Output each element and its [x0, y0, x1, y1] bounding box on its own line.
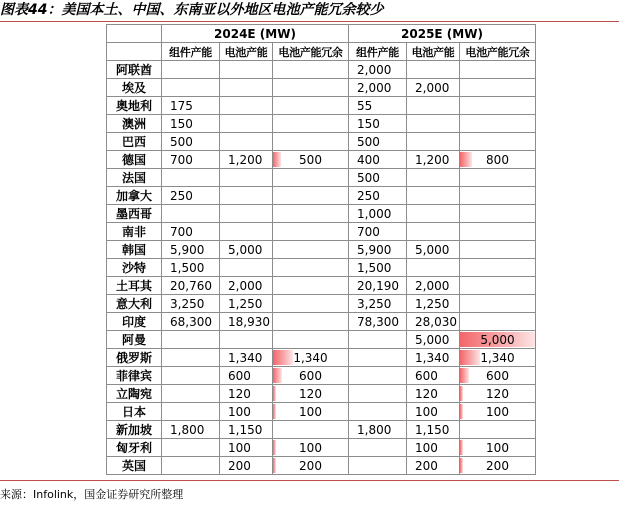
- source-note: 来源：Infolink，国金证券研究所整理: [0, 488, 184, 501]
- battery-capacity-cell: [220, 133, 273, 151]
- module-capacity-cell: [162, 169, 220, 187]
- battery-capacity-cell: [407, 133, 460, 151]
- table-row: [107, 421, 536, 439]
- battery-capacity-cell: 1,200: [220, 151, 273, 169]
- module-capacity-cell: [162, 439, 220, 457]
- subheader-battery-2024: 电池产能: [220, 43, 273, 61]
- table-row: [107, 79, 536, 97]
- surplus-data-bar: [460, 368, 469, 383]
- battery-capacity-cell: 1,250: [407, 295, 460, 313]
- module-capacity-cell: 700: [349, 223, 407, 241]
- battery-capacity-cell: [407, 205, 460, 223]
- battery-surplus-cell: [460, 385, 536, 403]
- module-capacity-cell: 1,800: [162, 421, 220, 439]
- module-capacity-cell: 78,300: [349, 313, 407, 331]
- battery-surplus-cell: [273, 385, 349, 403]
- battery-surplus-cell: [273, 403, 349, 421]
- subheader-module-2025: 组件产能: [349, 43, 407, 61]
- module-capacity-cell: [349, 331, 407, 349]
- battery-capacity-cell: [220, 169, 273, 187]
- module-capacity-cell: 5,900: [162, 241, 220, 259]
- surplus-value: 600: [299, 368, 322, 383]
- battery-capacity-cell: 5,000: [220, 241, 273, 259]
- surplus-data-bar: [460, 458, 463, 473]
- battery-surplus-cell: [273, 115, 349, 133]
- surplus-value: 1,340: [293, 350, 328, 365]
- battery-surplus-cell: [460, 133, 536, 151]
- module-capacity-cell: 150: [349, 115, 407, 133]
- module-capacity-cell: 20,190: [349, 277, 407, 295]
- battery-capacity-cell: 600: [220, 367, 273, 385]
- battery-capacity-cell: [407, 187, 460, 205]
- table-row: [107, 457, 536, 475]
- figure-title: 图表44：美国本土、中国、东南亚以外地区电池产能冗余较少: [0, 2, 384, 18]
- module-capacity-cell: [349, 349, 407, 367]
- battery-capacity-cell: 28,030: [407, 313, 460, 331]
- surplus-value: 600: [486, 368, 509, 383]
- surplus-value: 200: [486, 458, 509, 473]
- country-cell: 韩国: [107, 241, 162, 259]
- battery-surplus-cell: [460, 97, 536, 115]
- module-capacity-cell: 150: [162, 115, 220, 133]
- country-cell: 南非: [107, 223, 162, 241]
- battery-surplus-cell: [273, 349, 349, 367]
- table-row: [107, 223, 536, 241]
- table-row: [107, 169, 536, 187]
- battery-capacity-cell: 1,340: [407, 349, 460, 367]
- battery-capacity-cell: [407, 169, 460, 187]
- surplus-data-bar: [273, 368, 282, 383]
- country-cell: 埃及: [107, 79, 162, 97]
- battery-surplus-cell: [273, 133, 349, 151]
- battery-surplus-cell: [460, 331, 536, 349]
- battery-surplus-cell: [460, 349, 536, 367]
- surplus-value: 120: [299, 386, 322, 401]
- battery-surplus-cell: [273, 367, 349, 385]
- table-row: [107, 331, 536, 349]
- country-cell: 阿曼: [107, 331, 162, 349]
- module-capacity-cell: 700: [162, 151, 220, 169]
- module-capacity-cell: 500: [162, 133, 220, 151]
- year-header-2024: 2024E (MW): [162, 25, 349, 43]
- country-cell: 土耳其: [107, 277, 162, 295]
- surplus-value: 100: [299, 440, 322, 455]
- module-capacity-cell: 250: [349, 187, 407, 205]
- battery-capacity-cell: [407, 223, 460, 241]
- battery-surplus-cell: [460, 421, 536, 439]
- module-capacity-cell: 250: [162, 187, 220, 205]
- battery-capacity-cell: 600: [407, 367, 460, 385]
- module-capacity-cell: 400: [349, 151, 407, 169]
- module-capacity-cell: [349, 439, 407, 457]
- battery-surplus-cell: [273, 457, 349, 475]
- module-capacity-cell: 3,250: [349, 295, 407, 313]
- country-cell: 日本: [107, 403, 162, 421]
- module-capacity-cell: 2,000: [349, 79, 407, 97]
- country-cell: 印度: [107, 313, 162, 331]
- module-capacity-cell: [349, 385, 407, 403]
- battery-capacity-cell: 200: [220, 457, 273, 475]
- title-divider: [0, 21, 619, 22]
- surplus-value: 100: [486, 440, 509, 455]
- battery-surplus-cell: [460, 79, 536, 97]
- module-capacity-cell: 700: [162, 223, 220, 241]
- battery-surplus-cell: [273, 259, 349, 277]
- battery-surplus-cell: [460, 151, 536, 169]
- table-row: [107, 403, 536, 421]
- module-capacity-cell: 1,500: [162, 259, 220, 277]
- module-capacity-cell: [349, 457, 407, 475]
- surplus-value: 1,340: [480, 350, 515, 365]
- battery-surplus-cell: [460, 457, 536, 475]
- corner-cell: [107, 25, 162, 43]
- battery-surplus-cell: [273, 97, 349, 115]
- country-cell: 奥地利: [107, 97, 162, 115]
- table-row: [107, 115, 536, 133]
- country-cell: 沙特: [107, 259, 162, 277]
- surplus-value: 200: [299, 458, 322, 473]
- battery-surplus-cell: [460, 205, 536, 223]
- module-capacity-cell: [162, 385, 220, 403]
- battery-capacity-cell: 1,200: [407, 151, 460, 169]
- surplus-value: 100: [299, 404, 322, 419]
- module-capacity-cell: 55: [349, 97, 407, 115]
- module-capacity-cell: 2,000: [349, 61, 407, 79]
- country-cell: 新加坡: [107, 421, 162, 439]
- surplus-data-bar: [460, 440, 463, 455]
- battery-capacity-cell: 2,000: [407, 277, 460, 295]
- battery-capacity-cell: 2,000: [407, 79, 460, 97]
- battery-surplus-cell: [273, 439, 349, 457]
- country-cell: 意大利: [107, 295, 162, 313]
- module-capacity-cell: 20,760: [162, 277, 220, 295]
- module-capacity-cell: [162, 331, 220, 349]
- module-capacity-cell: 68,300: [162, 313, 220, 331]
- battery-capacity-cell: [407, 115, 460, 133]
- module-capacity-cell: 500: [349, 169, 407, 187]
- battery-surplus-cell: [460, 295, 536, 313]
- battery-surplus-cell: [273, 151, 349, 169]
- module-capacity-cell: [162, 205, 220, 223]
- battery-surplus-cell: [273, 79, 349, 97]
- table-row: [107, 277, 536, 295]
- battery-surplus-cell: [460, 313, 536, 331]
- country-cell: 法国: [107, 169, 162, 187]
- surplus-data-bar: [273, 440, 276, 455]
- module-capacity-cell: 500: [349, 133, 407, 151]
- table-row: [107, 439, 536, 457]
- battery-surplus-cell: [273, 169, 349, 187]
- module-capacity-cell: 1,000: [349, 205, 407, 223]
- battery-surplus-cell: [273, 205, 349, 223]
- battery-capacity-cell: 2,000: [220, 277, 273, 295]
- surplus-value: 500: [299, 152, 322, 167]
- battery-surplus-cell: [273, 223, 349, 241]
- battery-surplus-cell: [460, 403, 536, 421]
- battery-capacity-cell: 120: [220, 385, 273, 403]
- battery-surplus-cell: [273, 187, 349, 205]
- country-cell: 俄罗斯: [107, 349, 162, 367]
- battery-surplus-cell: [273, 241, 349, 259]
- battery-surplus-cell: [460, 115, 536, 133]
- battery-capacity-cell: [220, 187, 273, 205]
- battery-capacity-cell: 100: [220, 439, 273, 457]
- table-body: [107, 61, 536, 475]
- battery-surplus-cell: [460, 223, 536, 241]
- table-row: [107, 151, 536, 169]
- surplus-data-bar: [273, 152, 281, 167]
- table-row: [107, 349, 536, 367]
- country-cell: 德国: [107, 151, 162, 169]
- battery-capacity-cell: [220, 331, 273, 349]
- capacity-table-wrapper: [106, 24, 536, 475]
- battery-capacity-cell: 1,150: [407, 421, 460, 439]
- surplus-data-bar: [273, 404, 276, 419]
- battery-surplus-cell: [460, 169, 536, 187]
- battery-capacity-cell: [220, 205, 273, 223]
- module-capacity-cell: 1,800: [349, 421, 407, 439]
- battery-capacity-cell: 120: [407, 385, 460, 403]
- country-cell: 墨西哥: [107, 205, 162, 223]
- table-row: [107, 187, 536, 205]
- table-row: [107, 385, 536, 403]
- battery-surplus-cell: [460, 187, 536, 205]
- battery-surplus-cell: [460, 259, 536, 277]
- battery-capacity-cell: 18,930: [220, 313, 273, 331]
- battery-capacity-cell: [220, 79, 273, 97]
- battery-capacity-cell: [220, 115, 273, 133]
- battery-surplus-cell: [273, 61, 349, 79]
- battery-capacity-cell: 1,250: [220, 295, 273, 313]
- battery-capacity-cell: 200: [407, 457, 460, 475]
- module-capacity-cell: [349, 403, 407, 421]
- surplus-value: 5,000: [480, 332, 515, 347]
- table-row: [107, 133, 536, 151]
- battery-surplus-cell: [460, 241, 536, 259]
- source-divider: [0, 480, 619, 481]
- battery-surplus-cell: [460, 61, 536, 79]
- country-cell: 加拿大: [107, 187, 162, 205]
- country-cell: 巴西: [107, 133, 162, 151]
- surplus-data-bar: [273, 386, 276, 401]
- table-row: [107, 367, 536, 385]
- country-cell: 阿联酋: [107, 61, 162, 79]
- subheader-battery-2025: 电池产能: [407, 43, 460, 61]
- battery-surplus-cell: [460, 367, 536, 385]
- battery-surplus-cell: [460, 439, 536, 457]
- battery-capacity-cell: 100: [407, 403, 460, 421]
- battery-capacity-cell: 5,000: [407, 241, 460, 259]
- module-capacity-cell: [162, 403, 220, 421]
- surplus-data-bar: [273, 350, 293, 365]
- surplus-value: 800: [486, 152, 509, 167]
- battery-capacity-cell: 100: [220, 403, 273, 421]
- country-cell: 英国: [107, 457, 162, 475]
- battery-surplus-cell: [273, 421, 349, 439]
- country-cell: 菲律宾: [107, 367, 162, 385]
- capacity-table: [106, 24, 536, 475]
- table-row: [107, 259, 536, 277]
- battery-capacity-cell: [407, 97, 460, 115]
- year-header-2025: 2025E (MW): [349, 25, 536, 43]
- subheader-surplus-2024: 电池产能冗余: [273, 43, 349, 61]
- battery-capacity-cell: [220, 61, 273, 79]
- module-capacity-cell: [162, 79, 220, 97]
- module-capacity-cell: 175: [162, 97, 220, 115]
- battery-capacity-cell: 100: [407, 439, 460, 457]
- battery-capacity-cell: 1,150: [220, 421, 273, 439]
- corner-cell-sub: [107, 43, 162, 61]
- country-cell: 澳洲: [107, 115, 162, 133]
- module-capacity-cell: [162, 349, 220, 367]
- subheader-row: [107, 43, 536, 61]
- module-capacity-cell: [162, 457, 220, 475]
- battery-capacity-cell: [220, 259, 273, 277]
- module-capacity-cell: 3,250: [162, 295, 220, 313]
- table-row: [107, 61, 536, 79]
- surplus-data-bar: [460, 152, 472, 167]
- table-row: [107, 295, 536, 313]
- battery-surplus-cell: [460, 277, 536, 295]
- table-row: [107, 313, 536, 331]
- country-cell: 匈牙利: [107, 439, 162, 457]
- battery-capacity-cell: 1,340: [220, 349, 273, 367]
- table-row: [107, 97, 536, 115]
- battery-surplus-cell: [273, 331, 349, 349]
- battery-capacity-cell: [220, 223, 273, 241]
- table-row: [107, 241, 536, 259]
- country-cell: 立陶宛: [107, 385, 162, 403]
- table-row: [107, 205, 536, 223]
- year-header-row: [107, 25, 536, 43]
- module-capacity-cell: [349, 367, 407, 385]
- subheader-module-2024: 组件产能: [162, 43, 220, 61]
- surplus-value: 100: [486, 404, 509, 419]
- battery-capacity-cell: [407, 259, 460, 277]
- subheader-surplus-2025: 电池产能冗余: [460, 43, 536, 61]
- module-capacity-cell: 1,500: [349, 259, 407, 277]
- module-capacity-cell: [162, 367, 220, 385]
- surplus-data-bar: [273, 458, 276, 473]
- battery-capacity-cell: [220, 97, 273, 115]
- battery-surplus-cell: [273, 295, 349, 313]
- module-capacity-cell: [162, 61, 220, 79]
- module-capacity-cell: 5,900: [349, 241, 407, 259]
- battery-surplus-cell: [273, 313, 349, 331]
- battery-surplus-cell: [273, 277, 349, 295]
- surplus-data-bar: [460, 386, 463, 401]
- surplus-value: 120: [486, 386, 509, 401]
- battery-capacity-cell: [407, 61, 460, 79]
- battery-capacity-cell: 5,000: [407, 331, 460, 349]
- surplus-data-bar: [460, 404, 463, 419]
- surplus-data-bar: [460, 350, 480, 365]
